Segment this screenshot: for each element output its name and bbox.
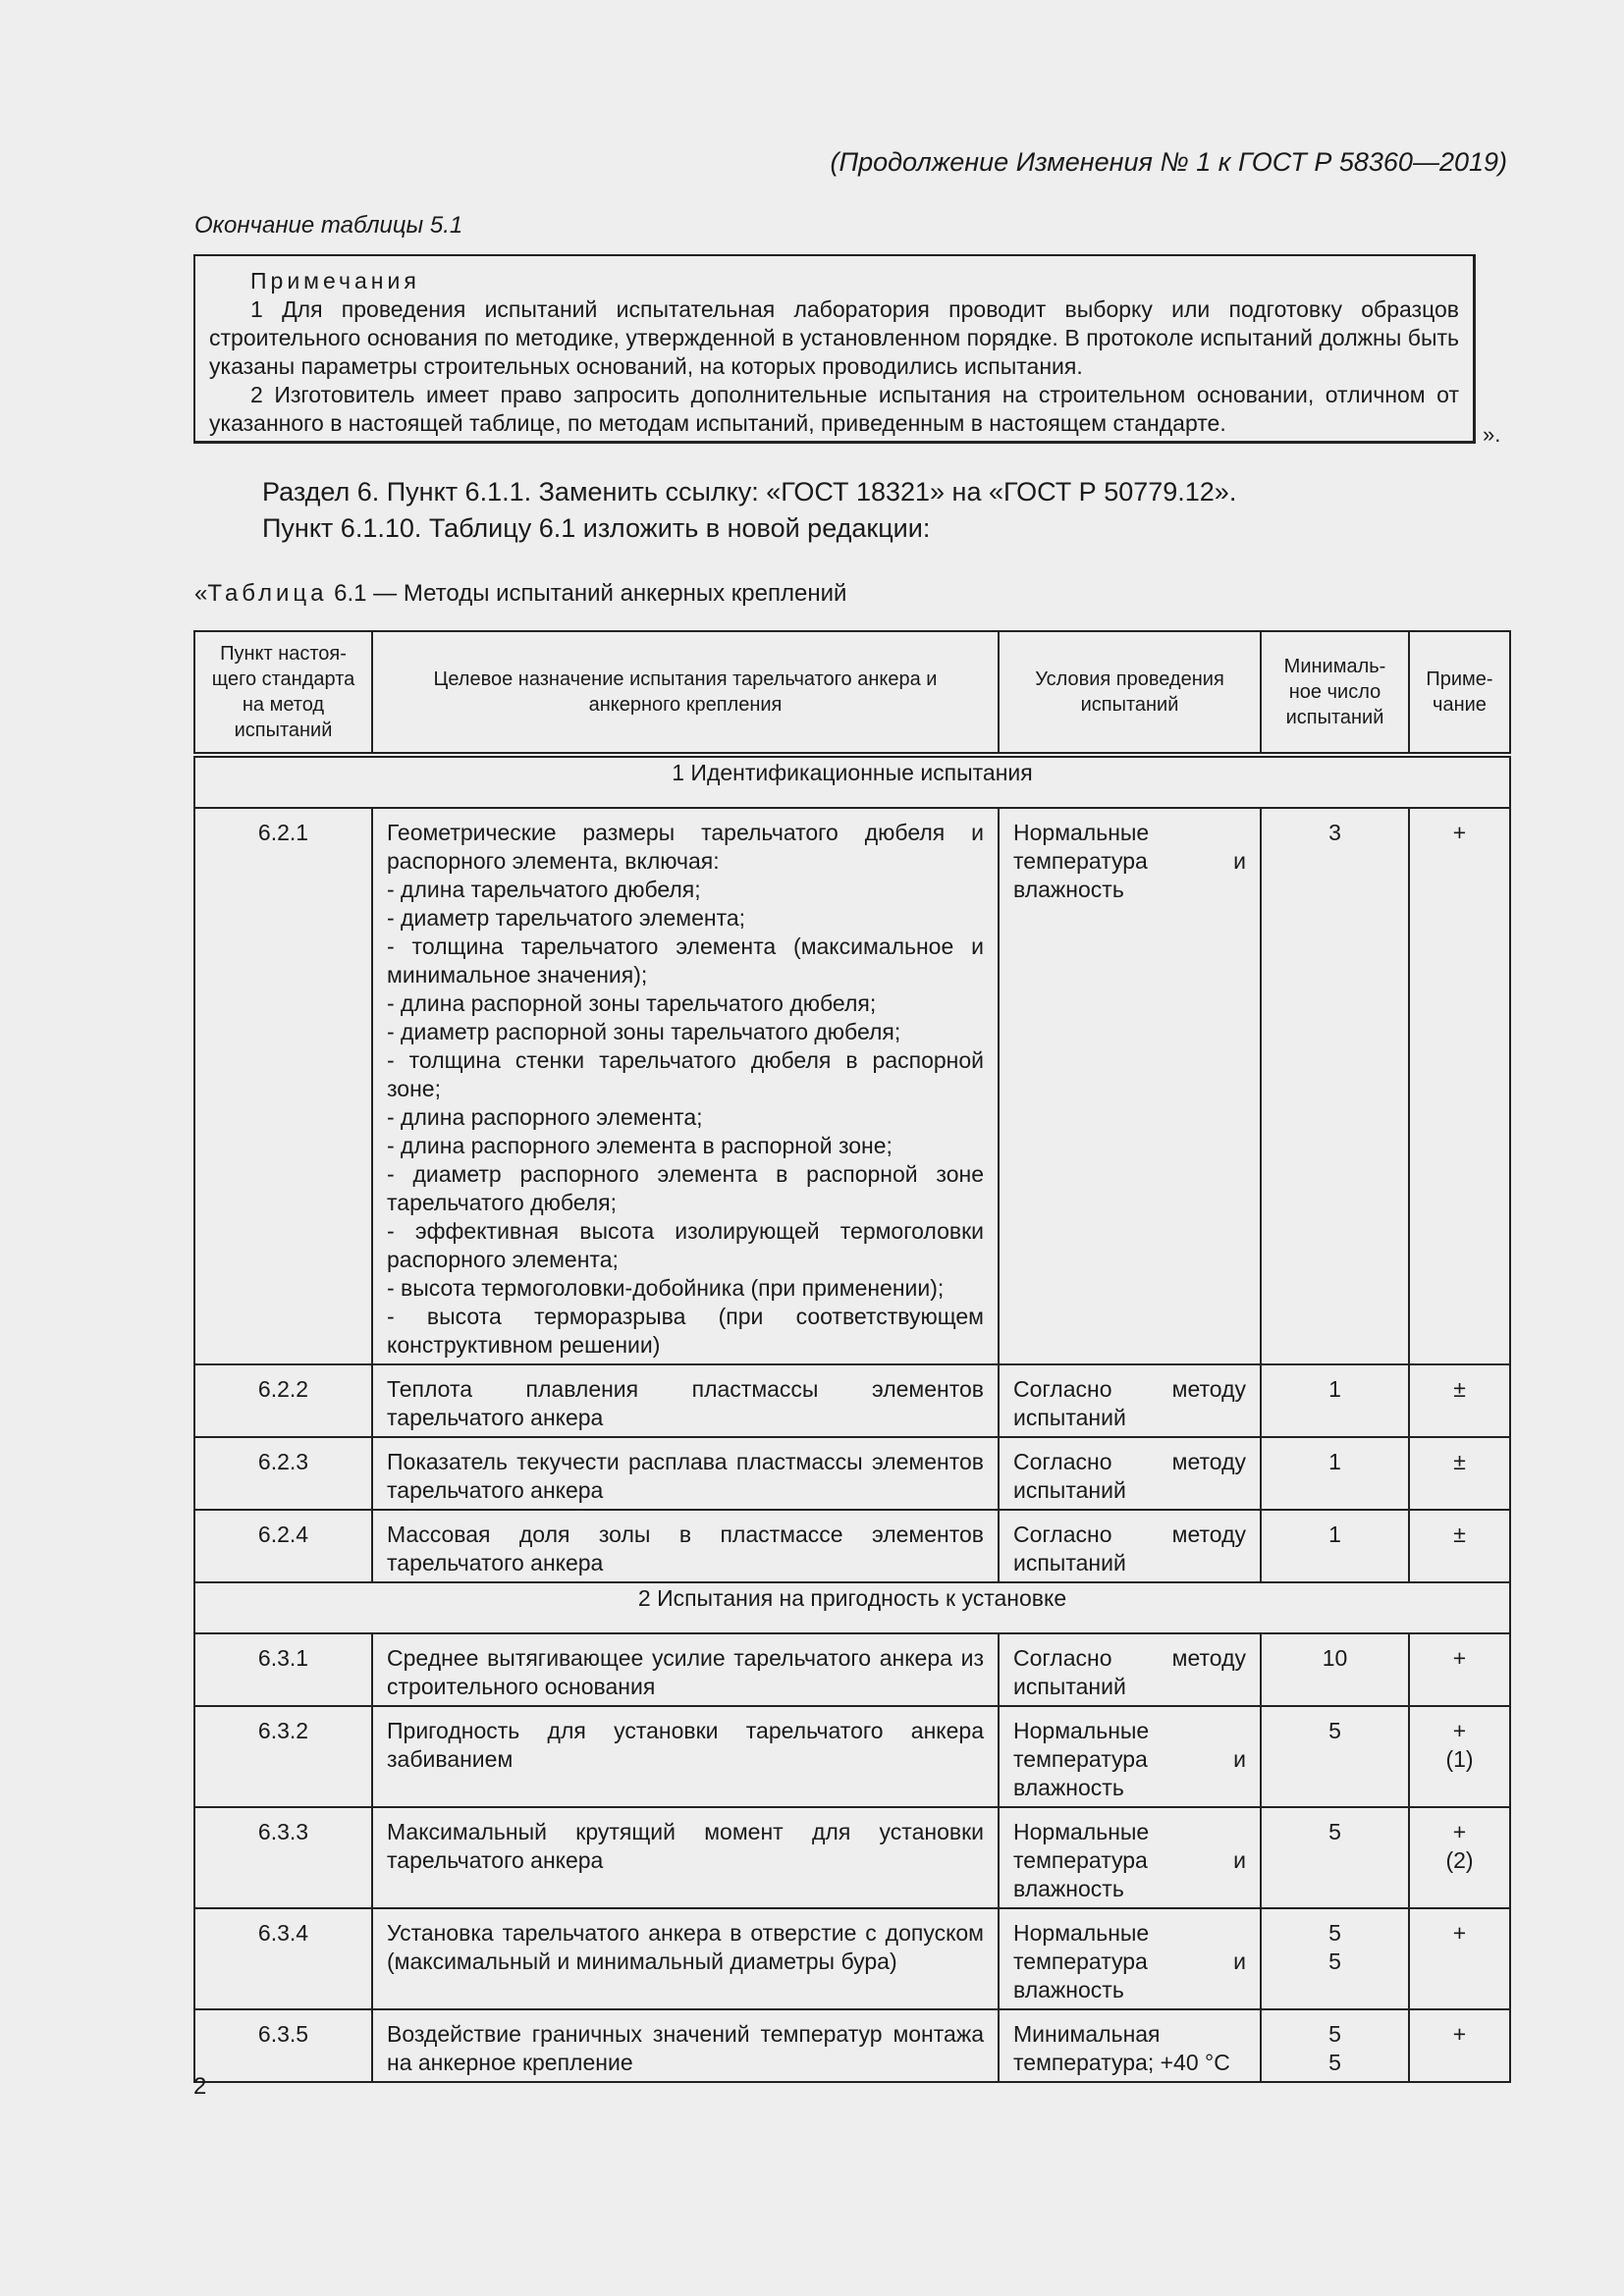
table-row [194,1706,1510,1807]
purpose-line: - диаметр тарельчатого элемента; [387,905,746,931]
row-note: ± [1409,1437,1510,1510]
row-conditions: Согласно методу испытаний [999,1437,1261,1510]
table-6-1-caption: «Таблица 6.1 — Методы испытаний анкерных креплений [194,580,847,607]
purpose-line: - длина распорной зоны тарельчатого дюбеля; [387,990,877,1016]
table-header-row [194,631,1510,755]
row-note: + (2) [1409,1807,1510,1908]
amendment-line-2: Пункт 6.1.10. Таблицу 6.1 изложить в новой редакции: [262,513,931,543]
table-row [194,2009,1510,2082]
row-purpose: Среднее вытягивающее усилие тарельчатого анкера из строительного основания [372,1633,999,1706]
header-purpose: Целевое назначение испытания тарельчатого анкера и анкерного крепления [372,631,999,755]
section-2-title: 2 Испытания на пригодность к установке [194,1582,1510,1633]
row-purpose: Максимальный крутящий момент для установки тарельчатого анкера [372,1807,999,1908]
row-note: + [1409,808,1510,1364]
row-purpose: Воздействие граничных значений температур монтажа на анкерное крепление [372,2009,999,2082]
row-note: + (1) [1409,1706,1510,1807]
row-min-count: 1 [1261,1510,1409,1582]
row-conditions: Согласно методу испытаний [999,1633,1261,1706]
row-conditions: Согласно методу испытаний [999,1510,1261,1582]
table-row [194,1633,1510,1706]
page-number: 2 [193,2073,207,2100]
row-min-count: 5 5 [1261,1908,1409,2009]
row-clause: 6.2.2 [194,1364,372,1437]
row-min-count: 10 [1261,1633,1409,1706]
purpose-line: - толщина стенки тарельчатого дюбеля в распорной зоне; [387,1047,984,1101]
row-clause: 6.3.2 [194,1706,372,1807]
row-conditions: Нормальные температура и влажность [999,1807,1261,1908]
row-min-count: 3 [1261,808,1409,1364]
row-purpose: Пригодность для установки тарельчатого анкера забиванием [372,1706,999,1807]
purpose-line: - эффективная высота изолирующей термоголовки распорного элемента; [387,1218,984,1272]
row-min-count: 5 5 [1261,2009,1409,2082]
row-min-count: 1 [1261,1437,1409,1510]
purpose-line: Геометрические размеры тарельчатого дюбеля и распорного элемента, включая: [387,820,984,874]
header-conditions: Условия проведения испытаний [999,631,1261,755]
row-conditions: Нормальные температура и влажность [999,1706,1261,1807]
row-clause: 6.3.1 [194,1633,372,1706]
row-clause: 6.2.1 [194,808,372,1364]
row-purpose: Показатель текучести расплава пластмассы элементов тарельчатого анкера [372,1437,999,1510]
running-header: (Продолжение Изменения № 1 к ГОСТ Р 58360—2019) [830,147,1507,177]
note-2: 2 Изготовитель имеет право запросить дополнительные испытания на строительном основании, отличном от указанного в настоящей таблице, по методам испытаний, приведенным в настоящем стандарте. [209,382,1459,436]
row-note: + [1409,2009,1510,2082]
notes-box [193,254,1476,444]
row-conditions: Нормальные температура и влажность [999,808,1261,1364]
row-clause: 6.2.4 [194,1510,372,1582]
purpose-line: - длина распорного элемента; [387,1104,703,1130]
table-row [194,1364,1510,1437]
header-min-count: Минималь- ное число испытаний [1261,631,1409,755]
purpose-line: - толщина тарельчатого элемента (максимальное и минимальное значения); [387,934,984,988]
row-purpose: Установка тарельчатого анкера в отверстие с допуском (максимальный и минимальный диаметры бура) [372,1908,999,2009]
row-clause: 6.3.3 [194,1807,372,1908]
row-min-count: 1 [1261,1364,1409,1437]
row-conditions: Согласно методу испытаний [999,1364,1261,1437]
purpose-line: - длина тарельчатого дюбеля; [387,877,701,902]
row-clause: 6.3.4 [194,1908,372,2009]
purpose-line: - диаметр распорной зоны тарельчатого дюбеля; [387,1019,901,1044]
table-5-1-end-caption: Окончание таблицы 5.1 [194,212,463,239]
purpose-line: - высота термоголовки-добойника (при применении); [387,1275,945,1301]
table-row [194,1510,1510,1582]
purpose-line: - высота терморазрыва (при соответствующем конструктивном решении) [387,1304,984,1358]
notes-title: Примечания [250,268,420,294]
row-clause: 6.2.3 [194,1437,372,1510]
table-row [194,1908,1510,2009]
row-note: ± [1409,1364,1510,1437]
section-row [194,1582,1510,1633]
row-purpose [372,808,999,1364]
row-min-count: 5 [1261,1706,1409,1807]
row-purpose: Массовая доля золы в пластмассе элементов тарельчатого анкера [372,1510,999,1582]
purpose-line: - длина распорного элемента в распорной зоне; [387,1133,893,1158]
row-note: + [1409,1633,1510,1706]
row-conditions: Минимальная температура; +40 °С [999,2009,1261,2082]
amendment-line-1: Раздел 6. Пункт 6.1.1. Заменить ссылку: «ГОСТ 18321» на «ГОСТ Р 50779.12». [262,477,1237,507]
row-conditions: Нормальные температура и влажность [999,1908,1261,2009]
section-row [194,755,1510,808]
header-clause: Пункт настоя- щего стандарта на метод испытаний [194,631,372,755]
header-note: Приме- чание [1409,631,1510,755]
row-clause: 6.3.5 [194,2009,372,2082]
row-purpose: Теплота плавления пластмассы элементов тарельчатого анкера [372,1364,999,1437]
row-min-count: 5 [1261,1807,1409,1908]
note-1: 1 Для проведения испытаний испытательная лаборатория проводит выборку или подготовку образцов строительного основания по методике, утвержденной в установленном порядке. В протоколе испытаний должны быть указаны параметры строительных оснований, на которых проводились испытания. [209,296,1459,379]
table-row [194,1807,1510,1908]
row-note: ± [1409,1510,1510,1582]
section-1-title: 1 Идентификационные испытания [194,755,1510,808]
purpose-line: - диаметр распорного элемента в распорной зоне тарельчатого дюбеля; [387,1161,984,1215]
closing-quote: ». [1483,422,1501,447]
table-row [194,1437,1510,1510]
table-row [194,808,1510,1364]
methods-table [193,630,1511,2083]
row-note: + [1409,1908,1510,2009]
